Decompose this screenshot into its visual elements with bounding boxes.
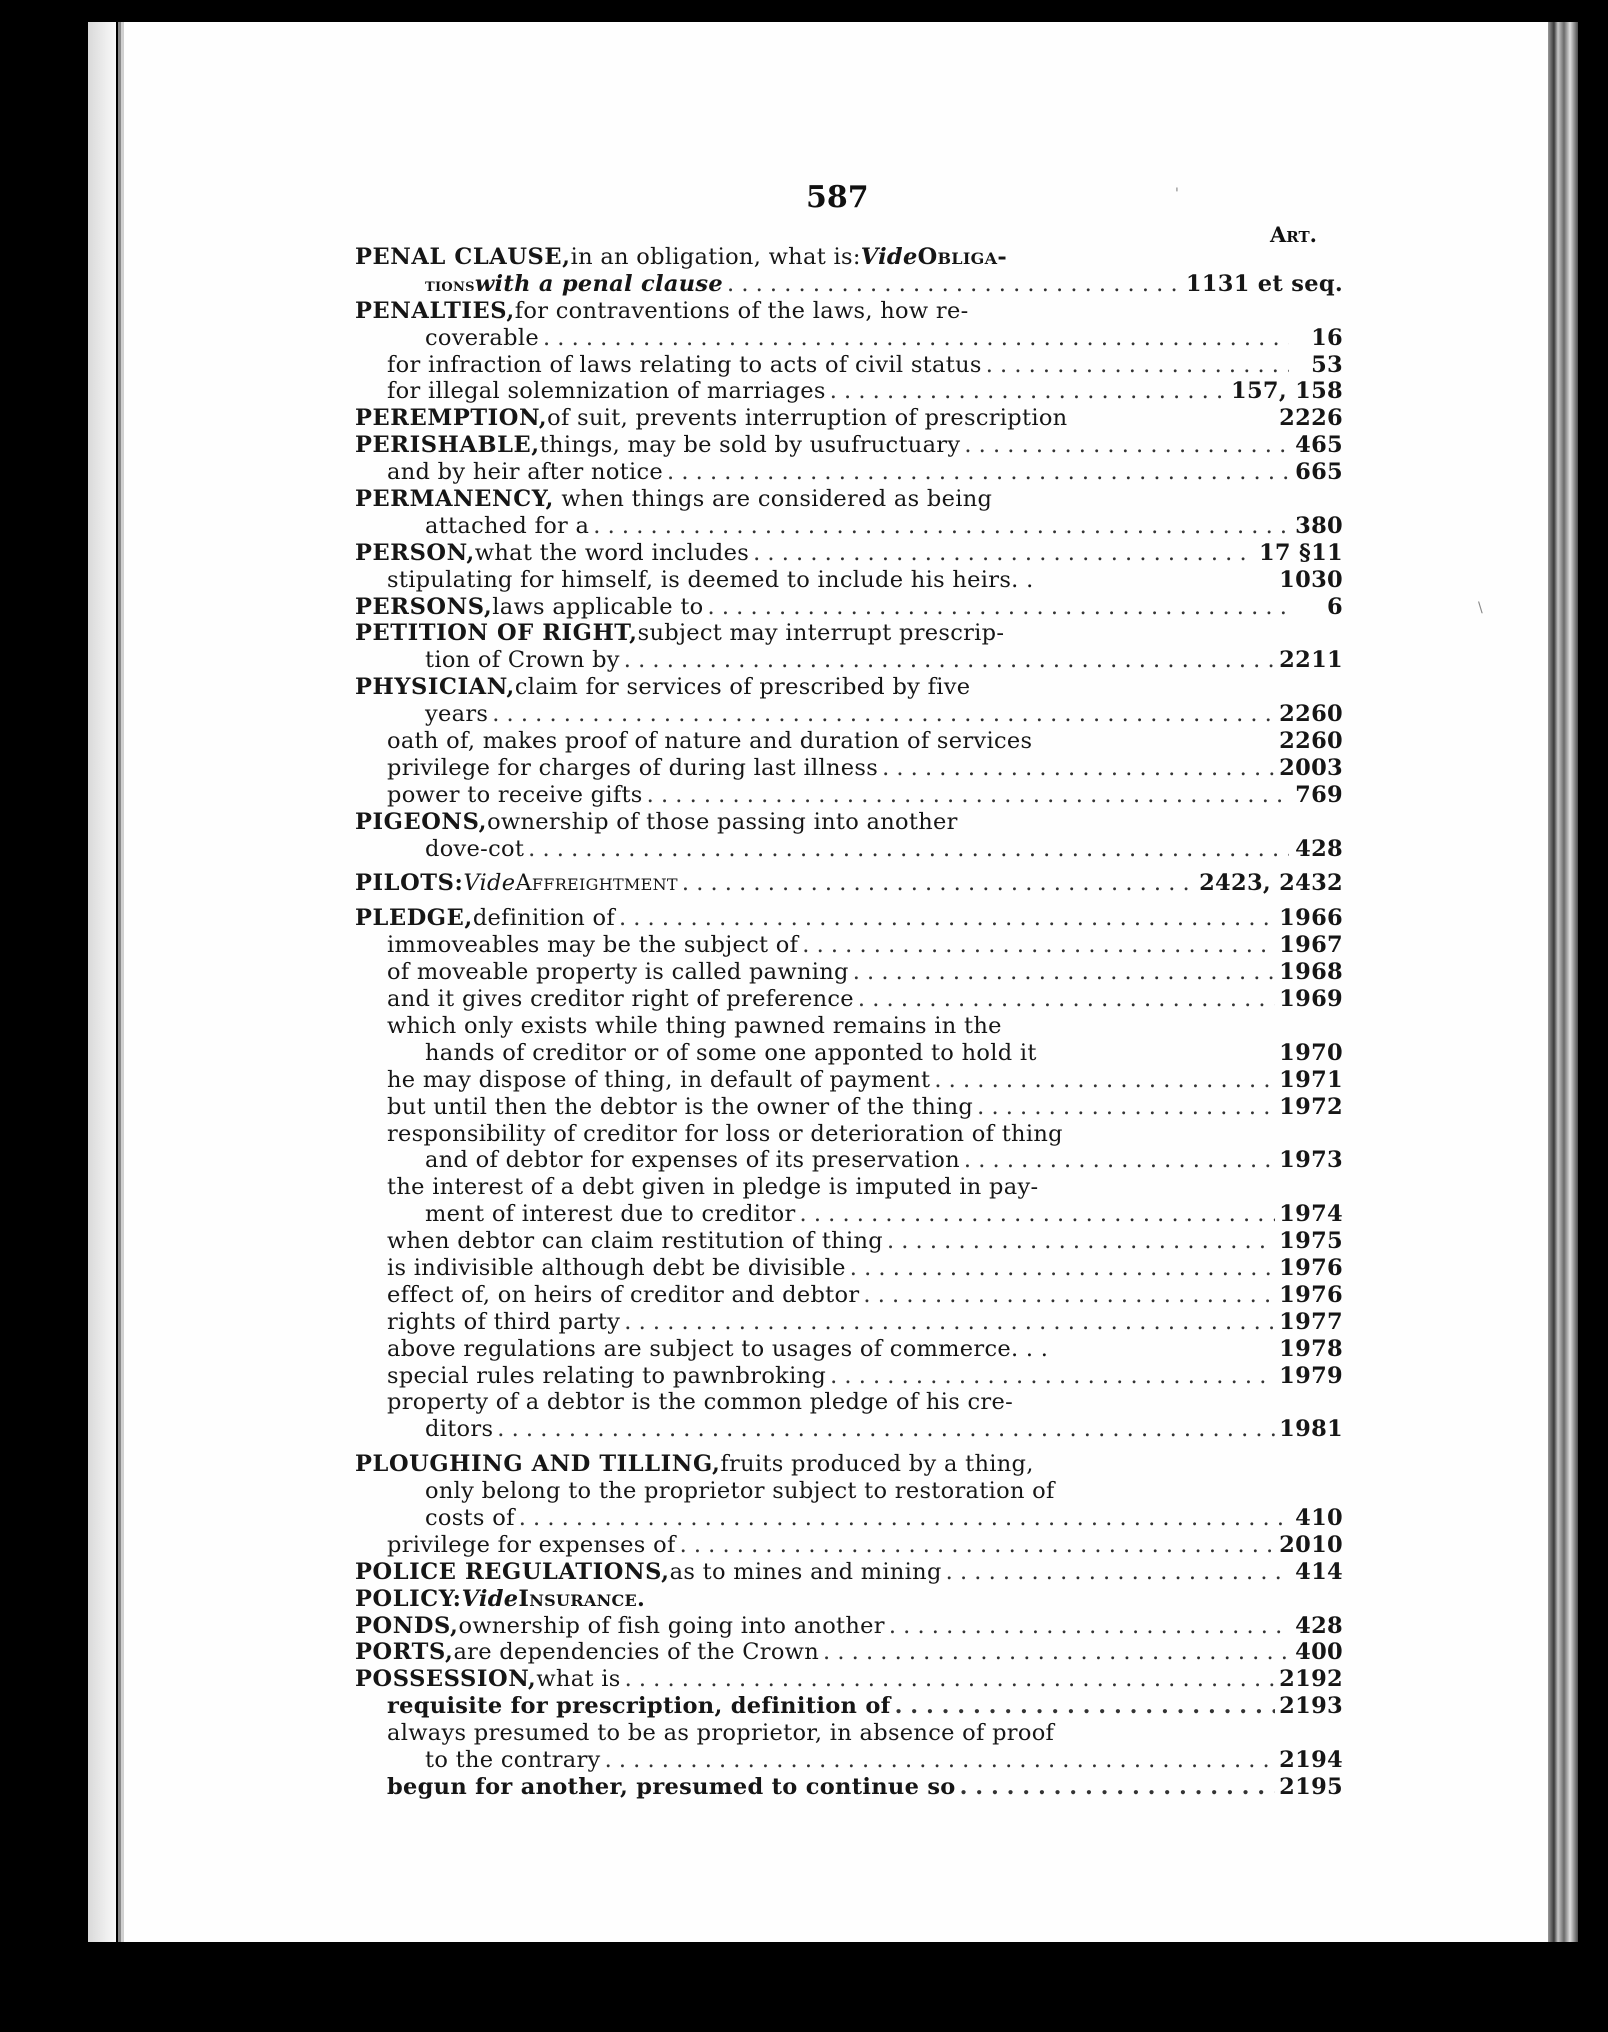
index-description: laws applicable to [492,593,704,620]
index-term: PERMANENCY, [355,486,554,513]
article-reference: 410 [1295,1504,1343,1531]
article-reference: 2226 [1279,405,1343,432]
index-line [355,1613,1343,1640]
index-description: things, may be sold by usufructuary [539,432,961,459]
index-term: PENALTIES, [355,297,515,324]
index-line [355,701,1343,728]
page-fold-strip [1548,22,1578,1942]
index-line [355,1309,1343,1336]
index-line [355,567,1343,594]
index-description: ownership of fish going into another [458,1612,885,1639]
index-term: PORTS, [355,1639,454,1666]
dot-leader [708,594,1289,621]
index-description: requisite for prescription, definition of [387,1693,891,1720]
index-description: as to mines and mining [669,1558,942,1585]
index-description: stipulating for himself, is deemed to include his heirs. . [387,566,1034,593]
article-reference: 769 [1295,781,1343,808]
dot-leader [543,325,1289,352]
dot-leader [830,378,1227,405]
article-reference: 1975 [1279,1228,1343,1255]
index-line [355,298,1343,325]
index-description: claim for services of prescribed by five [514,674,971,701]
index-line [355,647,1343,674]
index-line [355,1201,1343,1228]
dot-leader [986,352,1289,379]
index-description: power to receive gifts [387,781,643,808]
index-description: only belong to the proprietor subject to restoration of [425,1478,1055,1505]
index-description: with a penal clause [474,270,724,297]
article-reference: 2003 [1279,754,1343,781]
article-reference: 465 [1295,432,1343,459]
article-reference: 1971 [1279,1066,1343,1093]
article-reference: 2192 [1279,1666,1343,1693]
index-line [355,459,1343,486]
index-description: for illegal solemnization of marriages [387,378,826,405]
dot-leader [863,1282,1275,1309]
index-line [355,1559,1343,1586]
article-reference: 400 [1295,1639,1343,1666]
article-reference: 2193 [1279,1693,1343,1720]
index-term: PIGEONS, [355,808,488,835]
dot-leader [887,1228,1275,1255]
index-description: for infraction of laws relating to acts of civil status [387,351,982,378]
article-reference: 428 [1295,1612,1343,1639]
index-description: rights of third party [387,1308,621,1335]
index-description: dove-cot [425,835,525,862]
index-line [355,1067,1343,1094]
index-description: tion of Crown by [425,647,620,674]
dot-leader [830,1363,1275,1390]
index-description: ditors [425,1416,494,1443]
index-line [355,1478,1343,1505]
cross-reference: Insurance. [518,1585,646,1612]
article-reference: 665 [1295,459,1343,486]
index-description: coverable [425,324,539,351]
index-description: effect of, on heirs of creditor and debtor [387,1281,860,1308]
index-line [355,1586,1343,1613]
index-line [355,1720,1343,1747]
article-reference: 1977 [1279,1308,1343,1335]
article-reference: 53 [1311,351,1343,378]
index-line [355,513,1343,540]
index-description: ment of interest due to creditor [425,1201,796,1228]
index-line [355,486,1343,513]
index-term: PERSONS, [355,593,493,620]
index-line [355,674,1343,701]
index-line [355,1094,1343,1121]
dot-leader [727,271,1182,298]
index-line [355,1505,1343,1532]
index-line [355,1336,1343,1363]
index-line [355,432,1343,459]
dot-leader [964,1147,1275,1174]
index-line [355,594,1343,621]
index-description: to the contrary [425,1746,601,1773]
dot-leader [753,540,1255,567]
cross-reference: Affreightment [515,870,678,897]
index-line [355,836,1343,863]
index-line [355,378,1343,405]
index-description: fruits produced by a thing, [720,1451,1034,1478]
index-description: he may dispose of thing, in default of payment [387,1066,931,1093]
dot-leader [934,1067,1275,1094]
index-description: and it gives creditor right of preference [387,986,854,1013]
index-description: responsibility of creditor for loss or deterioration of thing [387,1120,1063,1147]
ink-speck: \ [1478,600,1483,616]
index-description: for contraventions of the laws, how re- [514,297,969,324]
index-line [355,1255,1343,1282]
index-line [355,1040,1343,1067]
article-reference: 1976 [1279,1281,1343,1308]
index-description: what the word includes [474,539,750,566]
dot-leader [593,513,1289,540]
index-term: POLICY: [355,1585,462,1612]
dot-leader [624,647,1275,674]
article-reference: 1976 [1279,1254,1343,1281]
dot-leader [519,1505,1289,1532]
index-term: PLOUGHING AND TILLING, [355,1451,721,1478]
article-reference: 2260 [1279,728,1343,755]
index-description: costs of [425,1504,515,1531]
vide-reference: Vide [461,1585,519,1612]
index-description: years [425,701,489,728]
index-term: PETITION OF RIGHT, [355,620,638,647]
index-description: privilege for charges of during last illness [387,754,879,781]
article-reference: 1968 [1279,959,1343,986]
index-description: always presumed to be as proprietor, in absence of proof [387,1720,1055,1747]
article-reference: 380 [1295,512,1343,539]
dot-leader [680,1532,1276,1559]
index-description: privilege for expenses of [387,1531,676,1558]
index-description: which only exists while thing pawned remains in the [387,1012,1002,1039]
index-term: PENAL CLAUSE, [355,244,571,270]
cross-reference: tions [425,273,475,296]
article-reference: 414 [1295,1558,1343,1585]
page-number: 587 [806,180,869,215]
article-reference: 1966 [1279,905,1343,932]
article-reference: 1131 et seq. [1185,270,1343,297]
article-reference: 2195 [1279,1773,1343,1800]
index-line [355,540,1343,567]
dot-leader [497,1416,1275,1443]
index-line [355,1282,1343,1309]
index-line [355,1416,1343,1443]
dot-leader [882,755,1275,782]
dot-leader [625,1666,1276,1693]
article-reference: 2194 [1279,1746,1343,1773]
index-description: definition of [472,905,615,932]
index-description: and of debtor for expenses of its preservation [425,1147,960,1174]
index-line [355,1666,1343,1693]
index-description: in an obligation, what is: [570,244,861,270]
index-line [355,959,1343,986]
article-reference: 2211 [1279,647,1343,674]
index-line [355,352,1343,379]
dot-leader [605,1747,1276,1774]
index-description: begun for another, presumed to continue so [387,1773,956,1800]
index-line [355,1532,1343,1559]
dot-leader [946,1559,1289,1586]
dot-leader [889,1613,1289,1640]
index-line [355,1693,1343,1720]
index-line [355,1228,1343,1255]
dot-leader [492,701,1275,728]
index-line [355,809,1343,836]
article-reference: 2423, 2432 [1199,870,1343,897]
index-line [355,1389,1343,1416]
index-description: special rules relating to pawnbroking [387,1362,827,1389]
index-description: subject may interrupt prescrip- [637,620,1005,647]
index-line [355,1747,1343,1774]
index-description: oath of, makes proof of nature and duration of services [387,728,1033,755]
index-line [355,1451,1343,1478]
article-reference: 2260 [1279,701,1343,728]
index-description: hands of creditor or of some one apponted to hold it [425,1039,1037,1066]
index-line [355,1639,1343,1666]
index-line [355,755,1343,782]
article-reference: 1978 [1279,1335,1343,1362]
index-term: PEREMPTION, [355,405,548,432]
article-reference: 1981 [1279,1416,1343,1443]
index-line [355,986,1343,1013]
index-description: are dependencies of the Crown [453,1639,820,1666]
dot-leader [802,932,1275,959]
index-line [355,1013,1343,1040]
cross-reference: Obliga- [917,244,1007,270]
dot-leader [800,1201,1276,1228]
article-reference: 1969 [1279,986,1343,1013]
article-reference: 1967 [1279,932,1343,959]
article-column-header: Art. [1270,222,1317,247]
dot-leader [823,1639,1289,1666]
index-description: immoveables may be the subject of [387,932,799,959]
dot-leader [624,1309,1275,1336]
index-term: PLEDGE, [355,905,473,932]
index-term: PERSON, [355,539,475,566]
article-reference: 17 §11 [1258,539,1343,566]
index-description: and by heir after notice [387,459,664,486]
index-description: property of a debtor is the common pledge of his cre- [387,1389,1013,1416]
dot-leader [619,905,1275,932]
index-term: PILOTS: [355,870,464,897]
index-description: what is [536,1666,621,1693]
dot-leader [960,1774,1276,1801]
index-description: but until then the debtor is the owner of the thing [387,1093,974,1120]
article-reference: 428 [1295,835,1343,862]
index-description: when things are considered as being [553,486,993,513]
index-description: when debtor can claim restitution of thing [387,1228,883,1255]
index-line [355,1774,1343,1801]
dot-leader [682,870,1195,897]
index-line [355,1363,1343,1390]
dot-leader [977,1094,1275,1121]
article-reference: 16 [1311,324,1343,351]
index-line [355,932,1343,959]
article-reference: 6 [1327,593,1343,620]
dot-leader [895,1693,1276,1720]
vide-reference: Vide [463,870,516,897]
index-term: PONDS, [355,1612,459,1639]
index-description: of moveable property is called pawning [387,959,849,986]
dot-leader [858,986,1275,1013]
index-line [355,728,1343,755]
article-reference: 1970 [1279,1039,1343,1066]
index-description: above regulations are subject to usages of commerce. . . [387,1335,1049,1362]
dot-leader [964,432,1289,459]
index-term: PHYSICIAN, [355,674,515,701]
article-reference: 1972 [1279,1093,1343,1120]
index-term: PERISHABLE, [355,432,540,459]
dot-leader [528,836,1289,863]
index-line [355,405,1343,432]
index-term: POSSESSION, [355,1666,537,1693]
index-line [355,325,1343,352]
index-line [355,1121,1343,1148]
article-reference: 1979 [1279,1362,1343,1389]
index-line [355,244,1343,271]
article-reference: 1974 [1279,1201,1343,1228]
article-reference: 1973 [1279,1147,1343,1174]
dot-leader [647,782,1289,809]
index-line [355,620,1343,647]
vide-reference: Vide [860,244,918,270]
index-term: POLICE REGULATIONS, [355,1558,670,1585]
index-entries [355,244,1343,1801]
dot-leader [850,1255,1275,1282]
dot-leader [853,959,1275,986]
index-line [355,782,1343,809]
index-line [355,271,1343,298]
previous-page-edge [88,22,116,1942]
index-description: attached for a [425,512,590,539]
index-description: is indivisible although debt be divisible [387,1254,846,1281]
index-description: the interest of a debt given in pledge is imputed in pay- [387,1174,1039,1201]
index-line [355,1174,1343,1201]
article-reference: 1030 [1279,566,1343,593]
ink-speck: ' [1175,186,1179,202]
index-description: of suit, prevents interruption of prescription [547,405,1068,432]
dot-leader [667,459,1289,486]
index-description: ownership of those passing into another [487,808,958,835]
index-line [355,905,1343,932]
index-line [355,870,1343,897]
article-reference: 157, 158 [1231,378,1343,405]
index-line [355,1147,1343,1174]
article-reference: 2010 [1279,1531,1343,1558]
